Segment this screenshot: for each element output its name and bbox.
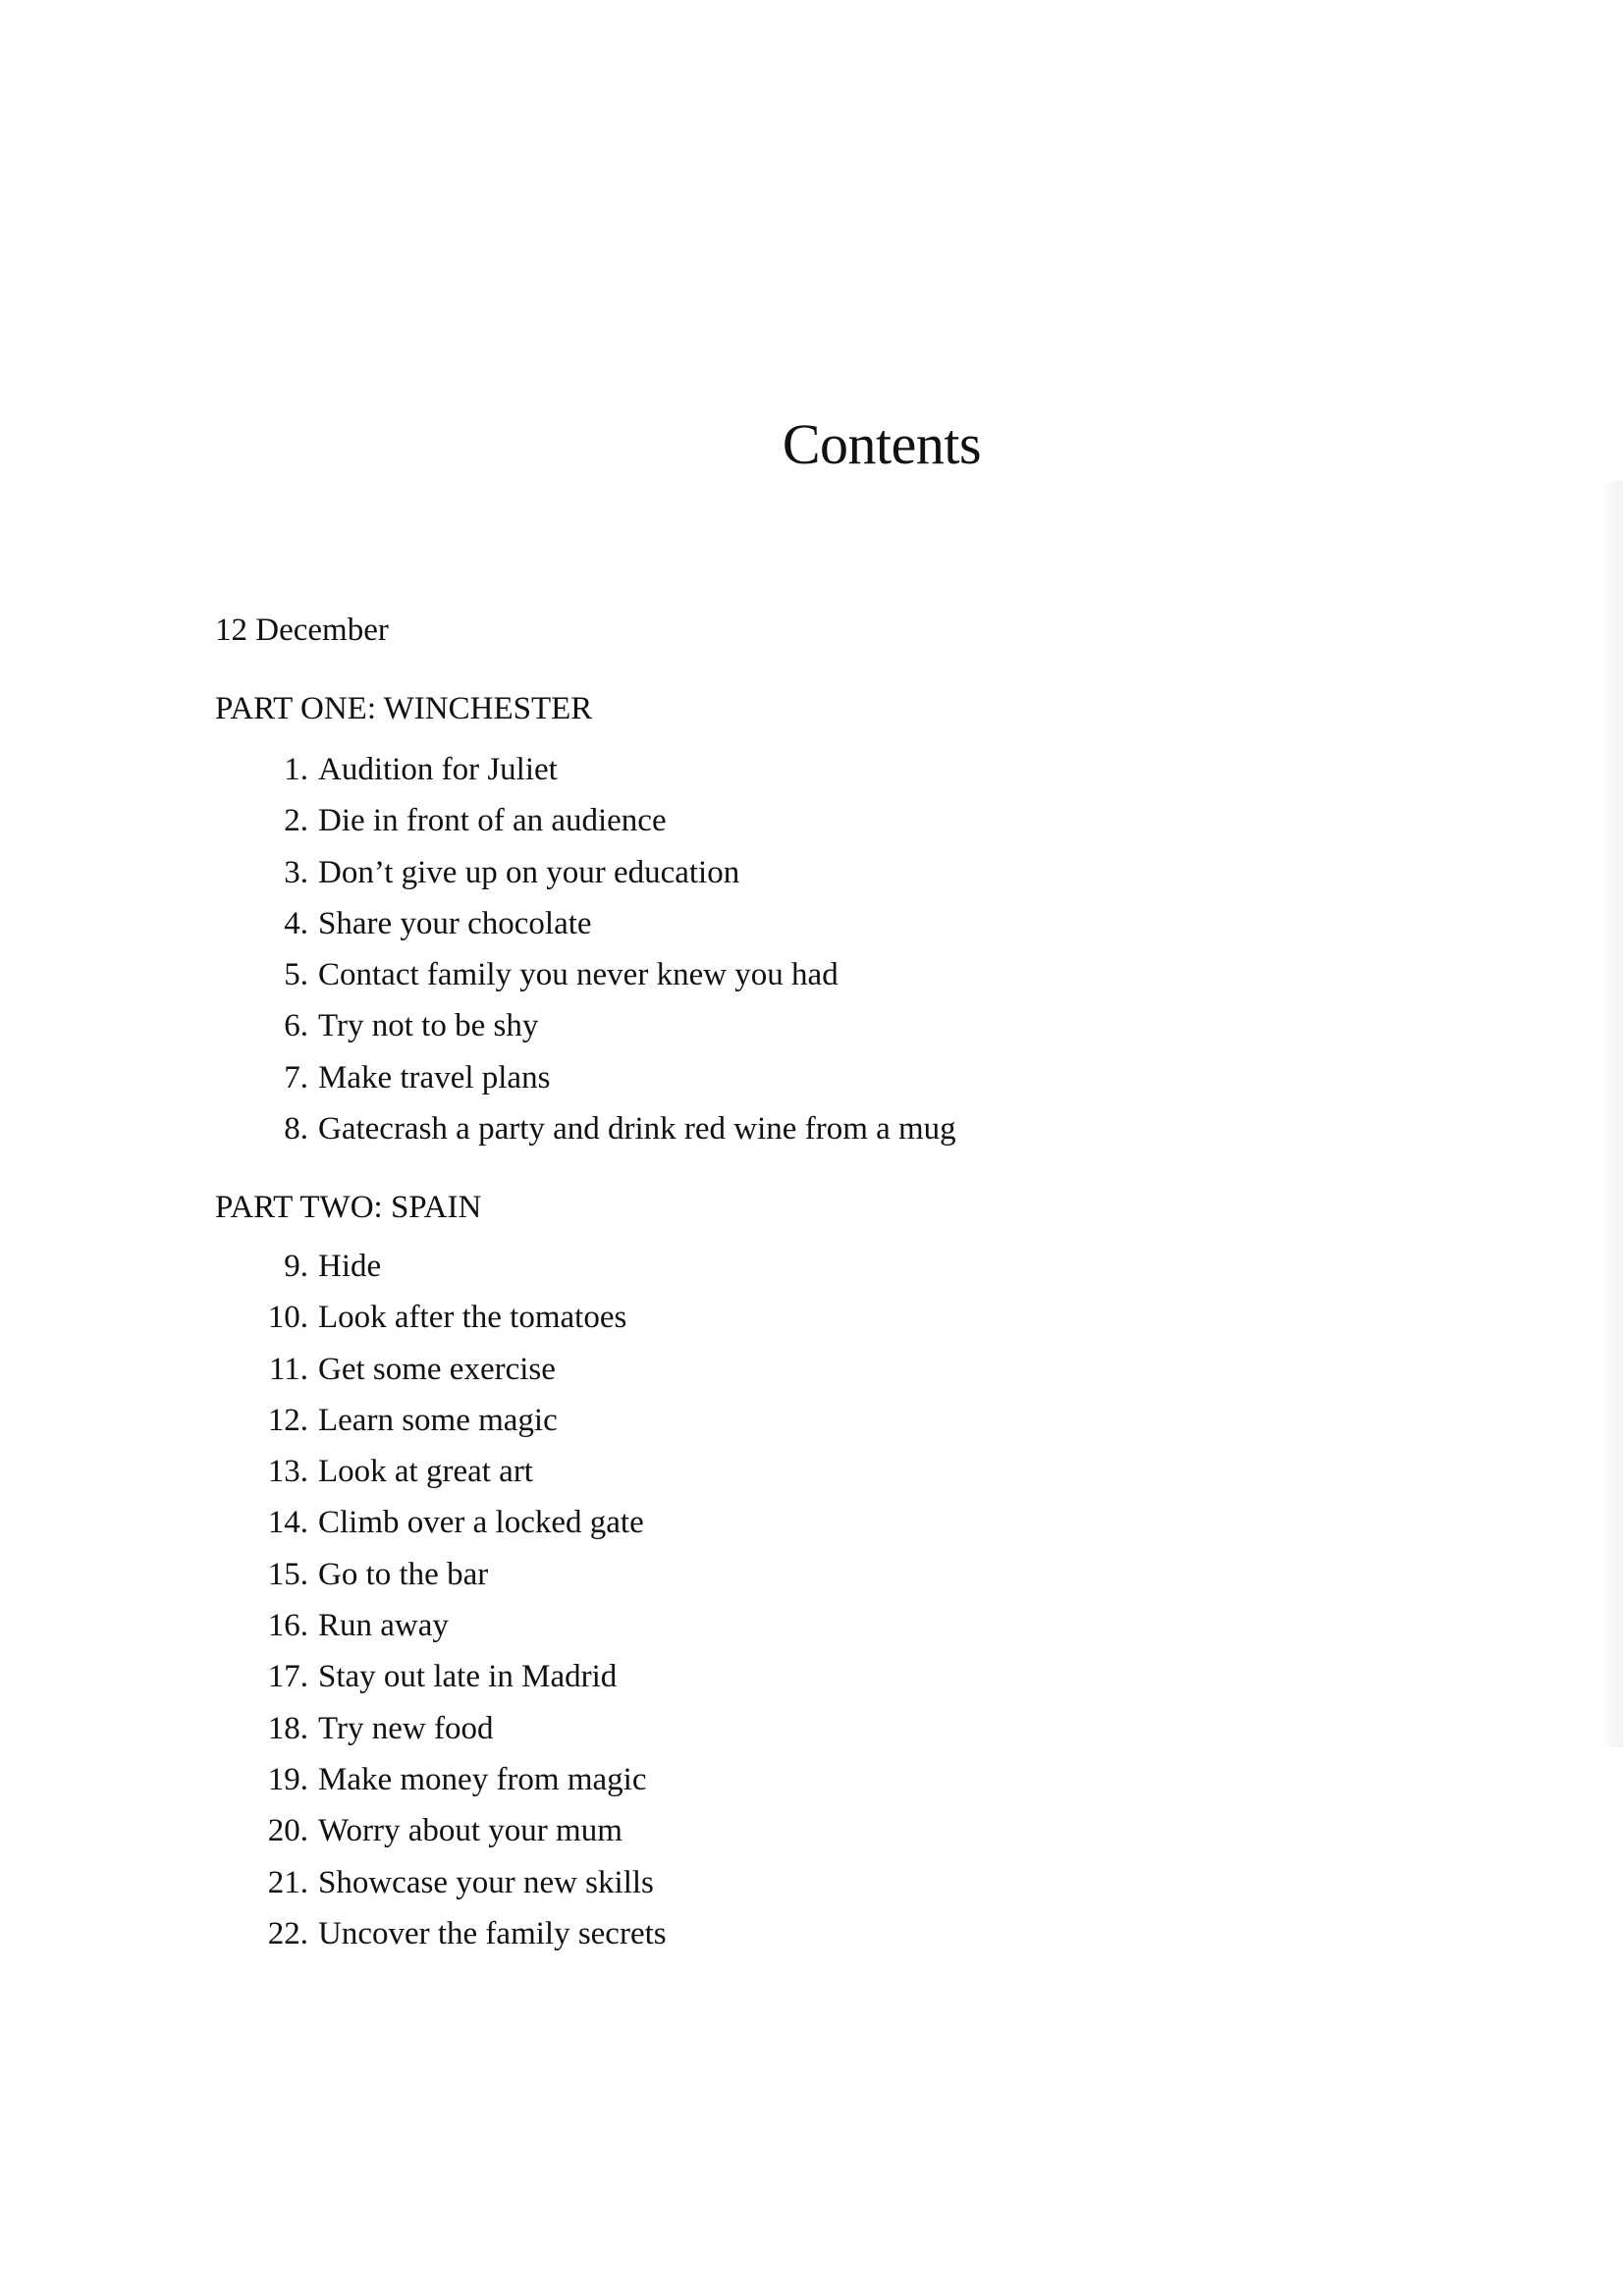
chapter-title: Make travel plans — [318, 1059, 551, 1095]
chapter-number: 10. — [267, 1300, 308, 1336]
chapter-title: Share your chocolate — [318, 905, 592, 941]
chapter-title: Go to the bar — [318, 1556, 489, 1592]
part-one-heading[interactable]: PART ONE: WINCHESTER — [215, 691, 593, 726]
chapter-number: 8. — [284, 1111, 308, 1148]
chapter-title: Try not to be shy — [318, 1008, 539, 1044]
chapter-number: 2. — [284, 803, 308, 839]
chapter-title: Worry about your mum — [318, 1813, 622, 1849]
chapter-title: Look after the tomatoes — [318, 1300, 627, 1336]
chapter-title: Run away — [318, 1608, 449, 1644]
chapter-number: 6. — [284, 1008, 308, 1044]
chapter-number: 16. — [267, 1608, 308, 1644]
chapter-title: Uncover the family secrets — [318, 1915, 667, 1951]
page-edge-shadow — [1598, 481, 1623, 1747]
chapter-title: Climb over a locked gate — [318, 1505, 644, 1541]
chapter-title: Showcase your new skills — [318, 1864, 654, 1900]
chapter-number: 18. — [267, 1710, 308, 1746]
chapter-title: Make money from magic — [318, 1761, 647, 1797]
chapter-number: 15. — [267, 1556, 308, 1592]
chapter-number: 5. — [284, 957, 308, 993]
page-title: Contents — [782, 412, 982, 476]
toc-entry-12-december[interactable]: 12 December — [215, 613, 389, 648]
chapter-title: Gatecrash a party and drink red wine from a mug — [318, 1111, 956, 1148]
chapter-number: 22. — [267, 1915, 308, 1951]
chapter-number: 1. — [284, 752, 308, 787]
chapter-number: 12. — [267, 1402, 308, 1438]
chapter-number: 9. — [284, 1249, 308, 1284]
chapter-number: 21. — [267, 1864, 308, 1900]
chapter-title: Don’t give up on your education — [318, 854, 740, 890]
chapter-title: Learn some magic — [318, 1402, 558, 1438]
chapter-number: 20. — [267, 1813, 308, 1849]
chapter-number: 4. — [284, 905, 308, 941]
part-two-heading[interactable]: PART TWO: SPAIN — [215, 1190, 482, 1225]
chapter-title: Stay out late in Madrid — [318, 1659, 618, 1695]
chapter-number: 7. — [284, 1059, 308, 1095]
chapter-number: 17. — [267, 1659, 308, 1695]
chapter-number: 14. — [267, 1505, 308, 1541]
chapter-number: 11. — [268, 1351, 308, 1387]
chapter-title: Get some exercise — [318, 1351, 556, 1387]
chapter-title: Die in front of an audience — [318, 803, 667, 839]
chapter-title: Try new food — [318, 1710, 494, 1746]
chapter-number: 13. — [267, 1454, 308, 1490]
chapter-title: Contact family you never knew you had — [318, 957, 839, 993]
chapter-number: 3. — [284, 854, 308, 890]
chapter-title: Audition for Juliet — [318, 752, 558, 787]
chapter-title: Hide — [318, 1249, 382, 1284]
chapter-title: Look at great art — [318, 1454, 533, 1490]
chapter-number: 19. — [267, 1761, 308, 1797]
